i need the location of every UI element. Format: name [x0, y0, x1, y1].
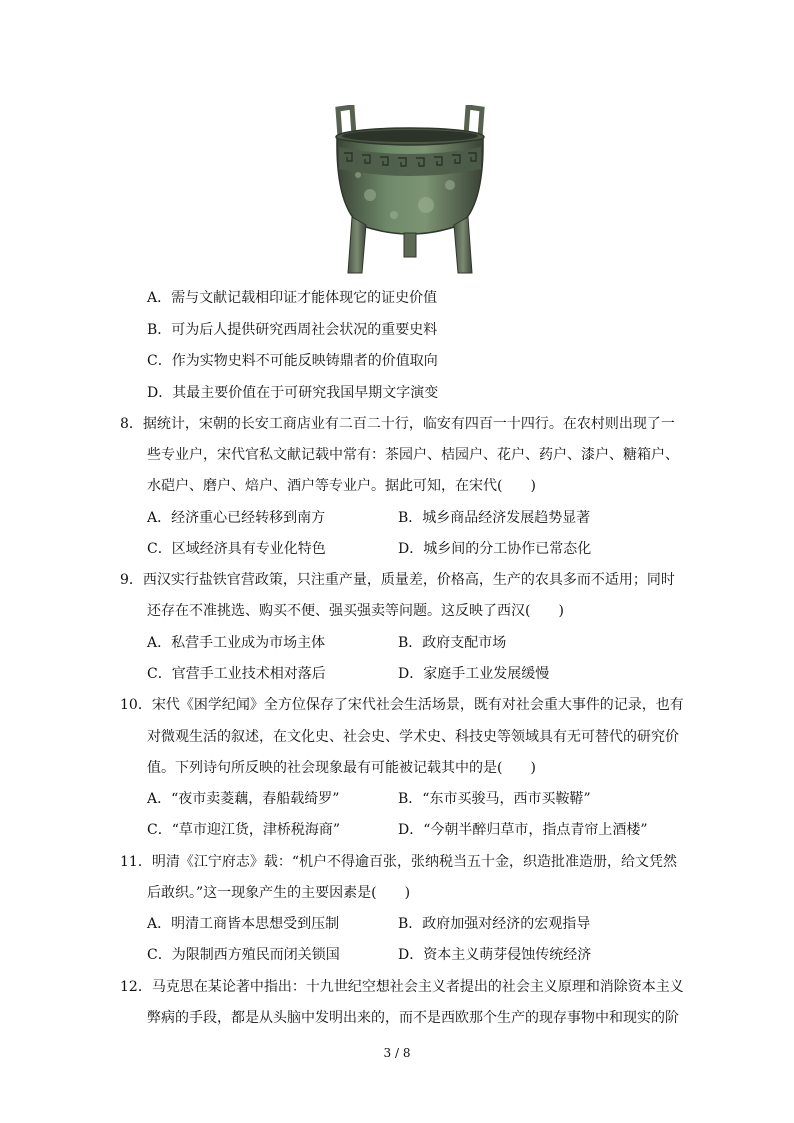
- q9-stem-line-2: 还存在不准挑选、购买不便、强买强卖等问题。这反映了西汉( ): [147, 603, 564, 619]
- q9-stem-line-1: 9．西汉实行盐铁官营政策，只注重产量，质量差，价格高，生产的农具多而不适用；同时: [120, 572, 675, 588]
- q10-option-d: D．“今朝半醉归草市，指点青帘上酒楼”: [398, 822, 648, 838]
- q12-stem-line-1: 12．马克思在某论著中指出：十九世纪空想社会主义者提出的社会主义原理和消除资本主义: [120, 979, 684, 995]
- q11-stem-line-1: 11．明清《江宁府志》载：“机户不得逾百张，张纳税当五十金，织造批准造册，给文凭然: [120, 854, 677, 870]
- q7-option-a: A．需与文献记载相印证才能体现它的证史价值: [147, 290, 438, 306]
- q8-stem-line-3: 水硙户、磨户、焙户、酒户等专业户。据此可知，在宋代( ): [147, 478, 536, 494]
- q11-option-d: D．资本主义萌芽侵蚀传统经济: [398, 947, 592, 963]
- q9-option-a: A．私营手工业成为市场主体: [147, 635, 326, 651]
- bronze-ding-figure: [330, 105, 490, 277]
- q11-option-c: C．为限制西方殖民而闭关锁国: [147, 947, 340, 963]
- q8-option-a: A．经济重心已经转移到南方: [147, 510, 326, 526]
- q10-stem-line-3: 值。下列诗句所反映的社会现象最有可能被记载其中的是( ): [147, 760, 536, 776]
- q8-option-c: C．区域经济具有专业化特色: [147, 541, 326, 557]
- q12-stem-line-2: 弊病的手段，都是从头脑中发明出来的，而不是西欧那个生产的现存事物中和现实的阶: [147, 1010, 679, 1026]
- q8-option-d: D．城乡间的分工协作已常态化: [398, 541, 592, 557]
- q9-option-b: B．政府支配市场: [398, 635, 507, 651]
- q8-stem-line-2: 些专业户，宋代官私文献记载中常有：茶园户、桔园户、花户、药户、漆户、糖箱户、: [147, 447, 679, 463]
- q10-option-b: B．“东市买骏马，西市买鞍鞯”: [398, 791, 591, 807]
- q11-option-b: B．政府加强对经济的宏观指导: [398, 916, 591, 932]
- q7-option-d: D．其最主要价值在于可研究我国早期文字演变: [147, 385, 439, 401]
- q8-stem-line-1: 8．据统计，宋朝的长安工商店业有二百二十行，临安有四百一十四行。在农村则出现了一: [120, 416, 675, 432]
- q7-option-b: B．可为后人提供研究西周社会状况的重要史料: [147, 322, 438, 338]
- page-number: 3 / 8: [383, 1046, 411, 1060]
- bronze-ding-tripod-icon: [330, 105, 490, 277]
- q11-stem-line-2: 后敢织。”这一现象产生的主要因素是( ): [147, 885, 411, 901]
- q7-option-c: C．作为实物史料不可能反映铸鼎者的价值取向: [147, 353, 438, 369]
- q10-option-a: A．“夜市卖菱藕，春船载绮罗”: [147, 791, 340, 807]
- q9-option-d: D．家庭手工业发展缓慢: [398, 666, 550, 682]
- q10-option-c: C．“草市迎江货，津桥税海商”: [147, 822, 341, 838]
- q10-stem-line-1: 10．宋代《困学纪闻》全方位保存了宋代社会生活场景，既有对社会重大事件的记录，也有: [120, 697, 684, 713]
- q10-stem-line-2: 对微观生活的叙述，在文化史、社会史、学术史、科技史等领域具有无可替代的研究价: [147, 729, 679, 745]
- q8-option-b: B．城乡商品经济发展趋势显著: [398, 510, 591, 526]
- q11-option-a: A．明清工商皆本思想受到压制: [147, 916, 340, 932]
- q9-option-c: C．官营手工业技术相对落后: [147, 666, 326, 682]
